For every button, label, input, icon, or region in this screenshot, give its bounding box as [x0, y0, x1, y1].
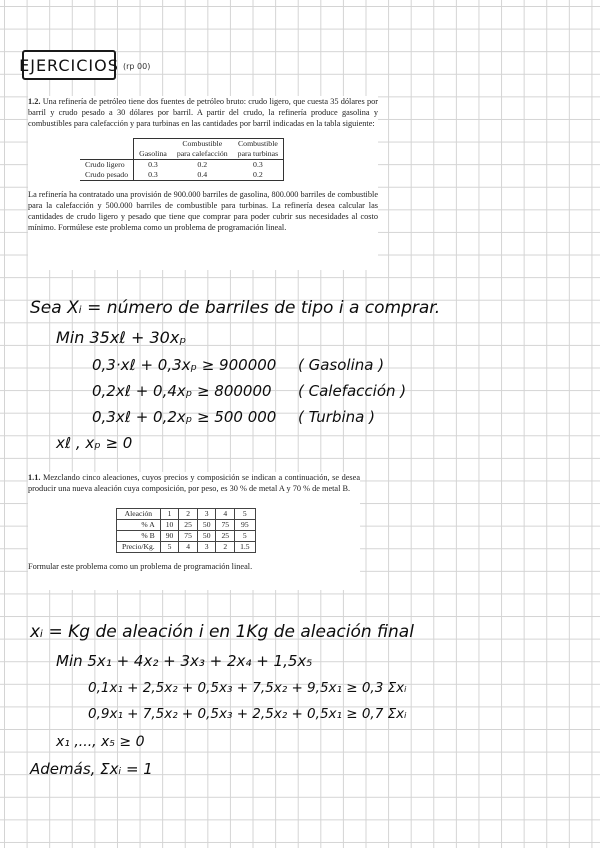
table-header: 3 — [197, 509, 216, 520]
table-header: para turbinas — [233, 149, 284, 160]
table-cell: 0.3 — [148, 159, 158, 169]
exercise-1-statement — [28, 96, 378, 270]
exercise-2-statement — [28, 472, 360, 590]
exercise-2-intro — [28, 472, 360, 494]
table-cell: 25 — [179, 520, 198, 531]
table-row — [117, 520, 256, 531]
table-row-label: % A — [117, 520, 161, 531]
table-cell: 50 — [197, 520, 216, 531]
table-cell: 0.2 — [233, 170, 284, 181]
table-cell: 0.4 — [172, 170, 233, 181]
table-cell: 2 — [216, 542, 235, 553]
exercise-2-number: 1.1. — [28, 473, 41, 482]
exercise-2-intro-text: Mezclando cinco aleaciones, cuyos precios y composición se indican a continuación, se desea producir una nueva aleación cuya composición, por peso, es 30 % de metal A y 70 % de metal B. — [28, 473, 361, 494]
solution-2-definition: xᵢ = Kg de aleación i en 1Kg de aleación final — [30, 622, 414, 642]
solution-1-constraint: 0,2xℓ + 0,4xₚ ≥ 800000 — [92, 382, 272, 400]
alloy-table — [116, 508, 256, 553]
solution-2-nonnegativity: x₁ ,..., x₅ ≥ 0 — [56, 734, 145, 750]
solution-2-constraint-a: 0,1x₁ + 2,5x₂ + 0,5x₃ + 7,5x₂ + 9,5x₁ ≥ 0,3 Σxᵢ — [88, 680, 407, 696]
solution-1-constraint-tag: ( Turbina ) — [298, 408, 375, 426]
table-row-label: Crudo ligero — [80, 159, 134, 170]
table-row — [80, 159, 284, 170]
exercise-1-number: 1.2. — [28, 97, 41, 106]
table-row-label: % B — [117, 531, 161, 542]
exercise-1-outro: La refinería ha contratado una provisión de 900.000 barriles de gasolina, 800.000 barriles de combustible para la calefacción y 500.000 barriles de combustible para turbinas. La refinería desea calcular las cantidades de crudo ligero y pesado que tiene que comprar para poder cubrir sus necesidades al costo mínimo. Formúlese este problema como un problema de programación lineal. — [28, 189, 378, 233]
table-row-label: Precio/Kg. — [117, 542, 161, 553]
table-cell: 95 — [235, 520, 256, 531]
page-title: EJERCICIOS — [22, 50, 116, 80]
page-title-note: (rp 00) — [123, 62, 151, 71]
table-header: Combustible — [172, 138, 233, 149]
table-cell: 50 — [197, 531, 216, 542]
table-header: Gasolina — [134, 149, 172, 160]
solution-1-definition: Sea Xᵢ = número de barriles de tipo i a comprar. — [30, 298, 441, 318]
table-cell: 5 — [160, 542, 179, 553]
table-row-label: Crudo pesado — [80, 170, 134, 181]
exercise-1-intro-text: Una refinería de petróleo tiene dos fuentes de petróleo bruto: crudo ligero, que cuesta 35 dólares por barril y crudo pesado a 30 dólares por barril. A partir del crudo, la refinería produce gasolina y combustibles para calefacción y para turbinas en las cantidades por barril indicadas en la tabla siguiente: — [28, 97, 379, 129]
refinery-table — [80, 138, 284, 181]
solution-1-nonnegativity: xℓ , xₚ ≥ 0 — [56, 434, 133, 452]
table-header: Aleación — [117, 509, 161, 520]
solution-1-constraint: 0,3·xℓ + 0,3xₚ ≥ 900000 — [92, 356, 277, 374]
table-header: 2 — [179, 509, 198, 520]
table-header: 4 — [216, 509, 235, 520]
solution-1-constraint-tag: ( Calefacción ) — [298, 382, 407, 400]
table-header — [134, 138, 172, 149]
table-row — [117, 542, 256, 553]
table-row — [117, 531, 256, 542]
table-header: 5 — [235, 509, 256, 520]
solution-2-extra-constraint: Además, Σxᵢ = 1 — [30, 760, 153, 778]
solution-2-objective: Min 5x₁ + 4x₂ + 3x₃ + 2x₄ + 1,5x₅ — [56, 652, 313, 670]
table-cell: 10 — [160, 520, 179, 531]
table-cell: 5 — [235, 531, 256, 542]
exercise-1-intro — [28, 96, 378, 130]
exercise-2-outro: Formular este problema como un problema de programación lineal. — [28, 562, 253, 572]
table-cell: 3 — [197, 542, 216, 553]
table-header: Combustible — [233, 138, 284, 149]
table-cell: 25 — [216, 531, 235, 542]
table-cell: 0.3 — [134, 170, 172, 181]
solution-1-objective: Min 35xℓ + 30xₚ — [56, 328, 187, 347]
solution-1-constraint-tag: ( Gasolina ) — [298, 356, 385, 374]
table-cell: 0.2 — [197, 159, 208, 169]
table-row — [80, 170, 284, 181]
table-cell: 90 — [160, 531, 179, 542]
table-cell: 75 — [216, 520, 235, 531]
solution-2-constraint-b: 0,9x₁ + 7,5x₂ + 0,5x₃ + 2,5x₂ + 0,5x₁ ≥ 0,7 Σxᵢ — [88, 706, 407, 722]
table-cell: 4 — [179, 542, 198, 553]
table-cell: 75 — [179, 531, 198, 542]
solution-1-constraint: 0,3xℓ + 0,2xₚ ≥ 500 000 — [92, 408, 277, 426]
table-header: 1 — [160, 509, 179, 520]
table-cell: 1.5 — [235, 542, 256, 553]
table-header: para calefacción — [172, 149, 233, 160]
table-cell: 0.3 — [233, 159, 284, 170]
